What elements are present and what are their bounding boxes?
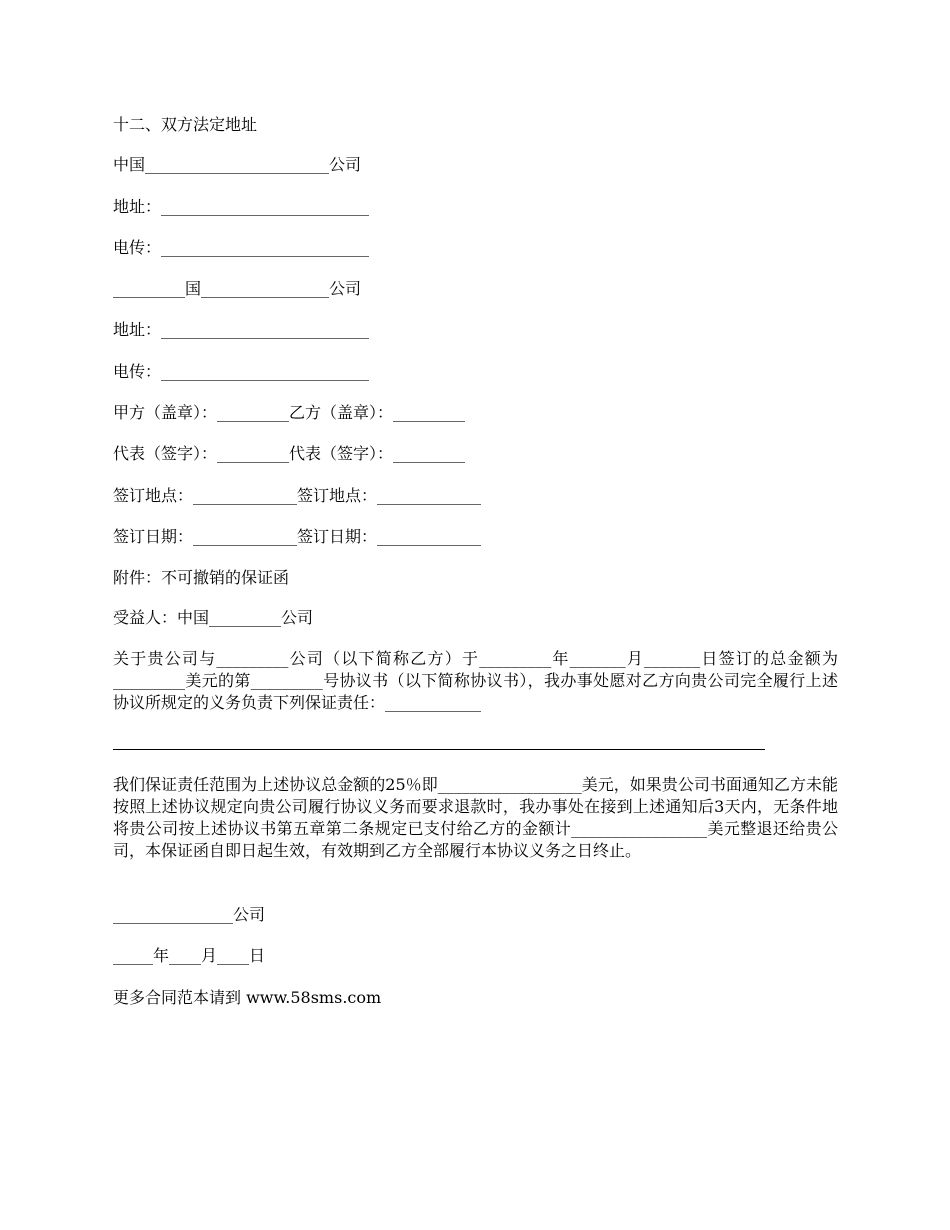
party-china-address: 地址：__________________________ [113,197,370,216]
guarantor-date: _____年____月____日 [113,946,266,965]
signature-place-line: 签订地点：_____________签订地点：_____________ [113,486,482,505]
blank-fill-rule [113,749,765,750]
guarantor-company: _______________公司 [113,905,266,924]
party-foreign-address: 地址：__________________________ [113,320,370,339]
party-foreign-company: _________国________________公司 [113,279,362,298]
section-heading: 十二、双方法定地址 [113,115,258,134]
guarantee-paragraph-2: 我们保证责任范围为上述协议总金额的25％即__________________美元，如果贵公司书面通知乙方未能按照上述协议规定向贵公司履行协议义务而要求退款时，我办事处在接到上述通知后3天内，无条件地将贵公司按上述协议书第五章第二条规定已支付给乙方的金额计_________________美元整退还给贵公司，本保证函自即日起生效，有效期到乙方全部履行本协议义务之日终止。 [113,775,838,860]
signature-seal-line: 甲方（盖章）：_________乙方（盖章）：_________ [113,403,466,422]
party-foreign-fax: 电传：__________________________ [113,362,370,381]
footer-note: 更多合同范本请到 www.58sms.com [113,988,382,1007]
beneficiary-line: 受益人：中国_________公司 [113,608,314,627]
party-china-company: 中国_______________________公司 [113,155,362,174]
attachment-title: 附件：不可撤销的保证函 [113,568,290,587]
guarantee-paragraph-1: 关于贵公司与_________公司（以下简称乙方）于_________年_______月_______日签订的总金额为_________美元的第_________号协议书（以下简称协议书），我办事处愿对乙方向贵公司完全履行上述协议所规定的义务负责下列保证责任：____________ [113,649,838,712]
signature-date-line: 签订日期：_____________签订日期：_____________ [113,527,482,546]
party-china-fax: 电传：__________________________ [113,238,370,257]
signature-representative-line: 代表（签字）：_________代表（签字）：_________ [113,444,466,463]
